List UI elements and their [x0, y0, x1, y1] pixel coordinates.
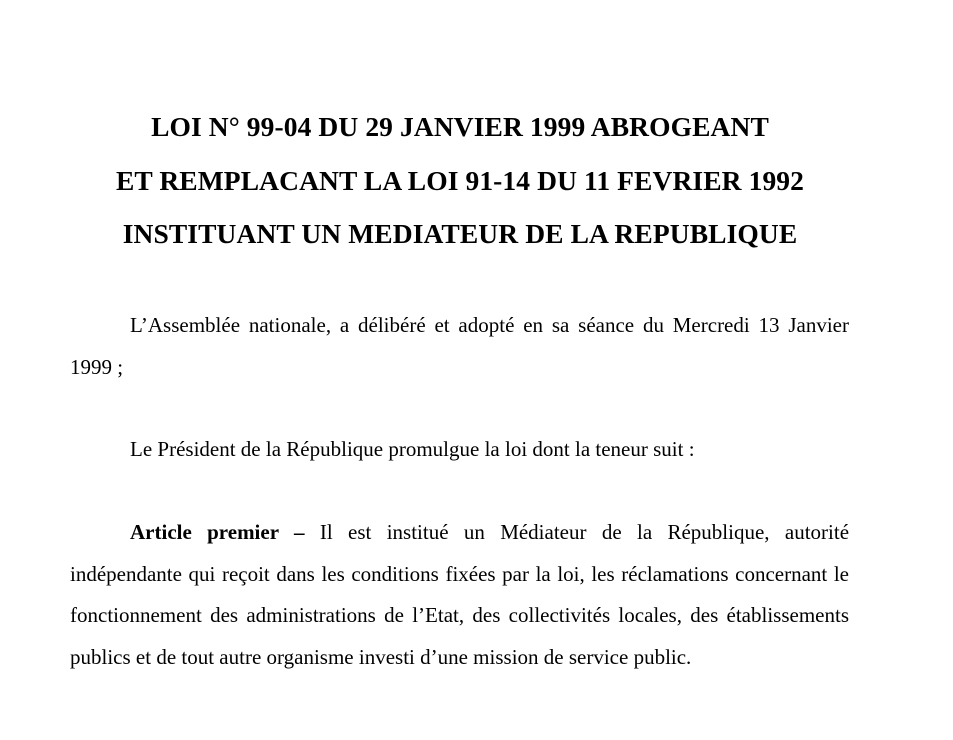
promulgation-paragraph [70, 429, 849, 471]
law-title-line-2: ET REMPLACANT LA LOI 91-14 DU 11 FEVRIER 1992 [115, 165, 804, 196]
promulgation-text: Le Président de la République promulgue la loi dont la teneur suit : [130, 437, 695, 461]
article-separator: – [278, 520, 320, 544]
assembly-paragraph [70, 305, 849, 388]
assembly-text: L’Assemblée nationale, a délibéré et adopté en sa séance du Mercredi 13 Janvier 1999 ; [70, 313, 849, 379]
article-premier-paragraph [70, 512, 849, 678]
article-text: Il est institué un Médiateur de la République, autorité indépendante qui reçoit dans les conditions fixées par la loi, les réclamations concernant le fonctionnement des administrations de l’Etat, des collectivités locales, des établissements publics et de tout autre organisme investi d’une mission de service public. [70, 520, 850, 669]
article-heading: Article premier [130, 520, 279, 544]
law-title-line-3: INSTITUANT UN MEDIATEUR DE LA REPUBLIQUE [122, 218, 798, 249]
law-title-line-1: LOI N° 99-04 DU 29 JANVIER 1999 ABROGEANT [151, 111, 769, 142]
